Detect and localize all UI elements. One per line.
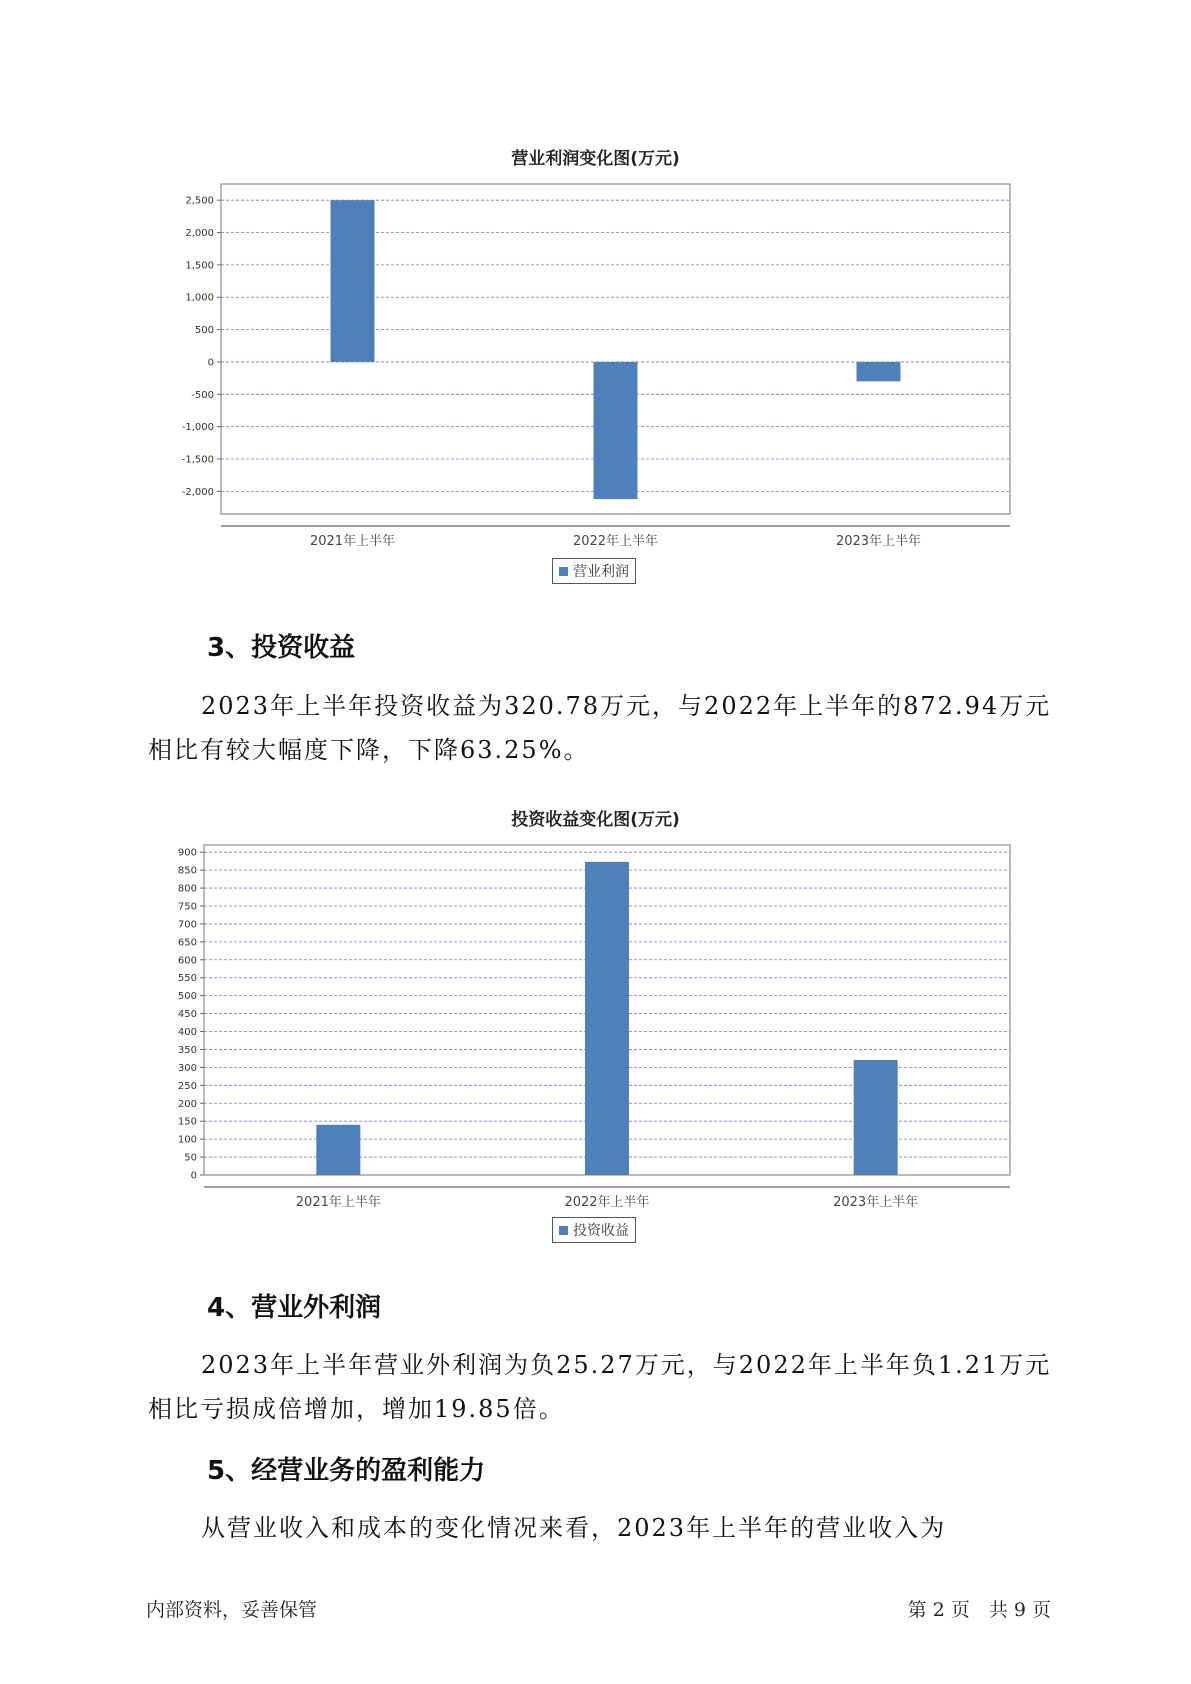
- y-tick-label: 850: [177, 865, 197, 877]
- section-3-heading: 3、投资收益: [207, 633, 356, 663]
- bar: [854, 1060, 898, 1175]
- investment-income-chart: [0, 835, 1191, 1215]
- section-3-line-1: 2023年上半年投资收益为320.78万元，与2022年上半年的872.94万元: [201, 692, 1052, 720]
- y-tick-label: 450: [177, 1009, 197, 1021]
- chart2-title: 投资收益变化图(万元): [511, 810, 680, 830]
- x-category-label: 2023年上半年: [835, 534, 922, 549]
- section-4-heading: 4、营业外利润: [207, 1293, 382, 1323]
- y-tick-label: 0: [190, 1170, 197, 1182]
- footer-confidential-note: 内部资料，妥善保管: [146, 1599, 318, 1621]
- chart1-title: 营业利润变化图(万元): [511, 149, 680, 169]
- bar: [585, 862, 629, 1175]
- chart1-legend: [552, 558, 636, 584]
- bar: [857, 362, 901, 381]
- y-tick-label: 150: [177, 1116, 197, 1128]
- y-tick-label: 1,500: [185, 260, 214, 272]
- chart2-legend: [552, 1217, 636, 1243]
- y-tick-label: 750: [177, 901, 197, 913]
- y-tick-label: 650: [177, 937, 197, 949]
- y-tick-label: 350: [177, 1044, 197, 1056]
- bar: [594, 362, 638, 499]
- y-tick-label: 2,000: [185, 228, 214, 240]
- x-category-label: 2022年上半年: [572, 534, 659, 549]
- y-tick-label: 0: [207, 357, 214, 369]
- y-tick-label: 2,500: [185, 195, 214, 207]
- operating-profit-chart: [0, 170, 1191, 550]
- y-tick-label: 500: [194, 325, 214, 337]
- y-tick-label: 300: [177, 1062, 197, 1074]
- y-tick-label: 1,000: [185, 292, 214, 304]
- y-tick-label: 600: [177, 955, 197, 967]
- y-tick-label: -1,500: [181, 454, 214, 466]
- section-4-paragraph: [148, 1343, 1068, 1431]
- x-category-label: 2021年上半年: [295, 1195, 381, 1210]
- y-tick-label: 250: [177, 1080, 197, 1092]
- footer-page-number: 第 2 页 共 9 页: [907, 1599, 1051, 1621]
- y-tick-label: -2,000: [181, 486, 214, 498]
- section-3-paragraph: [148, 684, 1068, 772]
- y-tick-label: 100: [177, 1134, 197, 1146]
- section-5-heading: 5、经营业务的盈利能力: [207, 1456, 486, 1486]
- y-tick-label: 900: [177, 847, 197, 859]
- y-tick-label: 500: [177, 991, 197, 1003]
- y-tick-label: 800: [177, 883, 197, 895]
- x-category-label: 2021年上半年: [309, 534, 396, 549]
- x-category-label: 2022年上半年: [564, 1195, 650, 1210]
- x-category-label: 2023年上半年: [833, 1195, 919, 1210]
- legend-swatch-icon: [559, 1226, 568, 1235]
- y-tick-label: 400: [177, 1027, 197, 1039]
- y-tick-label: 550: [177, 973, 197, 985]
- bar: [316, 1125, 360, 1175]
- y-tick-label: 200: [177, 1098, 197, 1110]
- chart2-legend-label: 投资收益: [573, 1223, 629, 1239]
- y-tick-label: -500: [191, 389, 214, 401]
- legend-swatch-icon: [559, 567, 568, 576]
- y-tick-label: 700: [177, 919, 197, 931]
- y-tick-label: 50: [184, 1152, 197, 1164]
- bar: [331, 200, 375, 362]
- section-3-line-2: 相比有较大幅度下降，下降63.25%。: [148, 736, 590, 764]
- section-4-line-2: 相比亏损成倍增加，增加19.85倍。: [148, 1395, 565, 1423]
- section-5-paragraph: [148, 1506, 1068, 1550]
- section-4-line-1: 2023年上半年营业外利润为负25.27万元，与2022年上半年负1.21万元: [201, 1351, 1052, 1379]
- section-5-line-1: 从营业收入和成本的变化情况来看，2023年上半年的营业收入为: [201, 1514, 947, 1542]
- y-tick-label: -1,000: [181, 422, 214, 434]
- chart1-legend-label: 营业利润: [573, 564, 629, 580]
